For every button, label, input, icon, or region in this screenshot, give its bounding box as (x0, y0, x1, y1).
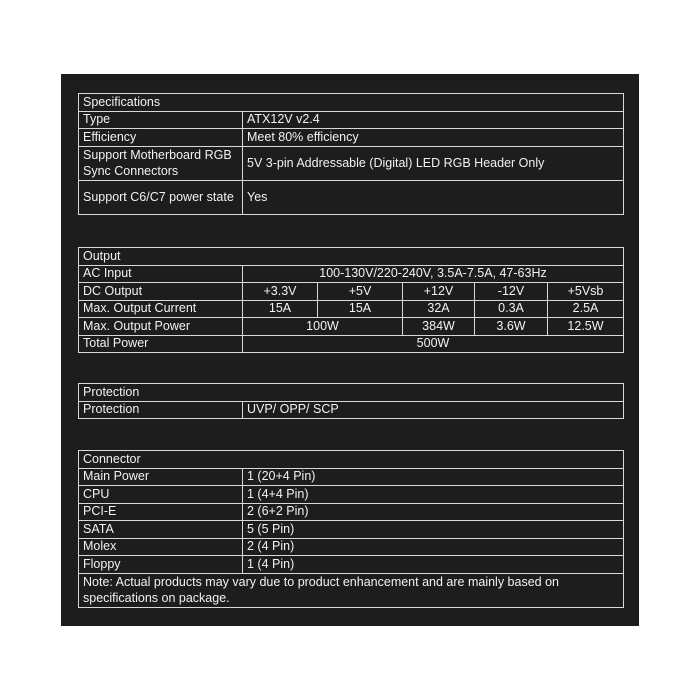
rail-5vsb: +5Vsb (548, 283, 624, 301)
row-value: 5 (5 Pin) (243, 521, 624, 539)
current-value: 0.3A (475, 300, 548, 318)
output-header: Output (79, 248, 624, 266)
row-label: Total Power (79, 335, 243, 353)
row-label: Molex (79, 538, 243, 556)
table-row (79, 335, 624, 353)
table-row (79, 401, 624, 419)
row-label: Floppy (79, 556, 243, 574)
row-value: ATX12V v2.4 (243, 111, 624, 129)
table-row (79, 300, 624, 318)
total-power-value: 500W (243, 335, 624, 353)
power-value: 384W (403, 318, 475, 336)
table-row (79, 146, 624, 180)
power-value: 3.6W (475, 318, 548, 336)
row-value: UVP/ OPP/ SCP (243, 401, 624, 419)
row-value: Meet 80% efficiency (243, 129, 624, 147)
row-value: 1 (20+4 Pin) (243, 468, 624, 486)
ac-input-value: 100-130V/220-240V, 3.5A-7.5A, 47-63Hz (243, 265, 624, 283)
rail-5v: +5V (318, 283, 403, 301)
table-row (79, 521, 624, 539)
table-row (79, 180, 624, 214)
table-row (79, 573, 624, 607)
table-row (79, 111, 624, 129)
table-row (79, 468, 624, 486)
protection-header: Protection (79, 384, 624, 402)
current-value: 32A (403, 300, 475, 318)
row-label: Efficiency (79, 129, 243, 147)
power-value: 12.5W (548, 318, 624, 336)
protection-table (78, 383, 624, 419)
row-label: SATA (79, 521, 243, 539)
row-label: Max. Output Power (79, 318, 243, 336)
table-row (79, 486, 624, 504)
row-value: 2 (6+2 Pin) (243, 503, 624, 521)
row-label: DC Output (79, 283, 243, 301)
row-label: Protection (79, 401, 243, 419)
specifications-header: Specifications (79, 94, 624, 112)
rail-3v3: +3.3V (243, 283, 318, 301)
rail-neg12v: -12V (475, 283, 548, 301)
row-value: 1 (4 Pin) (243, 556, 624, 574)
current-value: 15A (243, 300, 318, 318)
current-value: 2.5A (548, 300, 624, 318)
table-row (79, 129, 624, 147)
spec-sheet-panel (61, 74, 639, 626)
row-label: Type (79, 111, 243, 129)
row-label: AC Input (79, 265, 243, 283)
combined-power-value: 100W (243, 318, 403, 336)
row-label: Support Motherboard RGB Sync Connectors (79, 146, 243, 180)
row-label: Main Power (79, 468, 243, 486)
table-row (79, 503, 624, 521)
output-table (78, 247, 624, 353)
row-label: PCI-E (79, 503, 243, 521)
connector-header: Connector (79, 451, 624, 469)
table-row (79, 538, 624, 556)
rail-12v: +12V (403, 283, 475, 301)
specifications-table (78, 93, 624, 215)
connector-table (78, 450, 624, 608)
row-value: 1 (4+4 Pin) (243, 486, 624, 504)
current-value: 15A (318, 300, 403, 318)
table-row (79, 318, 624, 336)
row-value: 5V 3-pin Addressable (Digital) LED RGB Header Only (243, 146, 624, 180)
row-value: Yes (243, 180, 624, 214)
row-label: Max. Output Current (79, 300, 243, 318)
row-label: CPU (79, 486, 243, 504)
disclaimer-note: Note: Actual products may vary due to product enhancement and are mainly based on specifications on package. (79, 573, 624, 607)
row-value: 2 (4 Pin) (243, 538, 624, 556)
row-label: Support C6/C7 power state (79, 180, 243, 214)
table-row (79, 265, 624, 283)
table-row (79, 283, 624, 301)
table-row (79, 556, 624, 574)
